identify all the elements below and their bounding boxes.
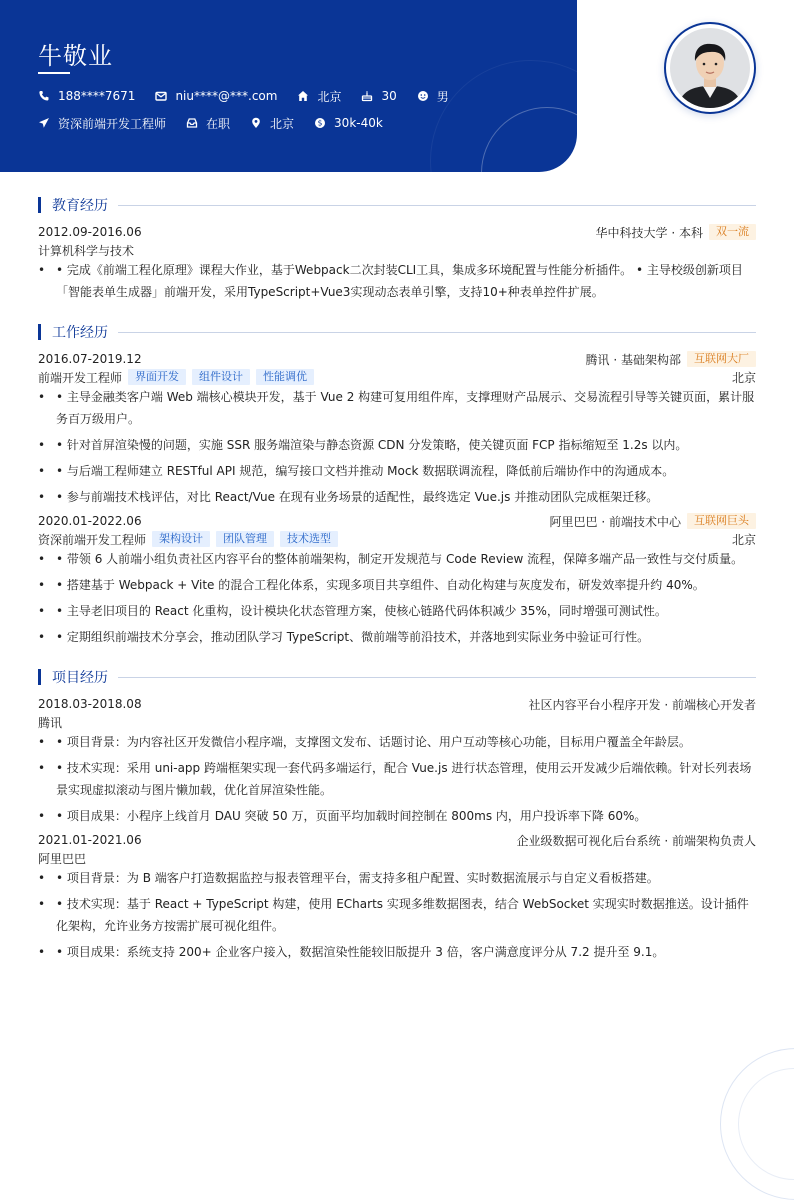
bullet-dot: • xyxy=(38,630,46,644)
project-section-title xyxy=(38,668,756,686)
age-info xyxy=(361,89,396,103)
bullet-dot: • xyxy=(38,390,46,404)
work-company: 阿里巴巴 · 前端技术中心 xyxy=(549,514,681,529)
job-intention-row xyxy=(38,114,403,132)
work-bullet xyxy=(38,548,756,570)
email-info xyxy=(155,89,277,103)
education-major-row xyxy=(38,241,756,259)
phone-icon xyxy=(38,90,50,102)
bullet-text: • 主导金融类客户端 Web 端核心模块开发，基于 Vue 2 构建可复用组件库，支撑理财产品展示、交易流程引导等关键页面，累计服务百万级用户。 xyxy=(56,390,755,426)
section-bar xyxy=(38,669,41,685)
contact-row xyxy=(38,87,469,105)
avatar xyxy=(664,22,756,114)
work-bullet xyxy=(38,460,756,482)
work-role-row xyxy=(38,368,756,386)
section-bar xyxy=(38,197,41,213)
work-role: 前端开发工程师 xyxy=(38,370,123,385)
work-period: 2020.01-2022.06 xyxy=(38,514,142,528)
age-text: 30 xyxy=(381,89,397,103)
work-bullet xyxy=(38,486,756,508)
bullet-dot: • xyxy=(38,438,46,452)
status-info xyxy=(186,115,230,132)
bullet-dot: • xyxy=(38,490,46,504)
salary-text: 30k-40k xyxy=(334,116,383,130)
bullet-text: • 项目背景：为内容社区开发微信小程序端，支撑图文发布、话题讨论、用户互动等核心功能，目标用户覆盖全年龄层。 xyxy=(56,735,691,749)
gender-icon xyxy=(417,90,429,102)
project-period: 2018.03-2018.08 xyxy=(38,697,142,711)
work-role: 资深前端开发工程师 xyxy=(38,532,147,547)
status-text: 在职 xyxy=(206,116,231,131)
target-city-info xyxy=(250,115,294,132)
bullet-text: • 搭建基于 Webpack + Vite 的混合工程化体系，实现多项目共享组件、自动化构建与灰度发布，研发效率提升约 40%。 xyxy=(56,578,705,592)
project-company: 腾讯 xyxy=(38,715,63,730)
education-major: 计算机科学与技术 xyxy=(38,243,135,258)
gender-text: 男 xyxy=(436,89,449,104)
work-bullet xyxy=(38,386,756,430)
project-period: 2021.01-2021.06 xyxy=(38,833,142,847)
work-role-row xyxy=(38,530,756,548)
hometown-info xyxy=(297,88,341,105)
mail-icon xyxy=(155,90,167,102)
avatar-photo xyxy=(670,28,750,108)
bullet-text: • 技术实现：基于 React + TypeScript 构建，使用 ECharts 实现多维数据图表，结合 WebSocket 实现实时数据推送。设计插件化架构，允许业务方按需扩展可视化组件。 xyxy=(56,897,749,933)
bullet-text: • 项目背景：为 B 端客户打造数据监控与报表管理平台，需支持多租户配置、实时数据流展示与自定义看板搭建。 xyxy=(56,871,659,885)
email-text: niu****@***.com xyxy=(175,89,278,103)
target-city-text: 北京 xyxy=(270,116,295,131)
bullet-dot: • xyxy=(38,871,46,885)
bullet-dot: • xyxy=(38,263,46,277)
target-job-text: 资深前端开发工程师 xyxy=(58,116,167,131)
education-bullet xyxy=(38,259,756,303)
section-divider xyxy=(118,332,756,333)
work-bullet xyxy=(38,600,756,622)
bullet-dot: • xyxy=(38,897,46,911)
target-job-info xyxy=(38,115,166,132)
project-bullet xyxy=(38,893,756,937)
project-header-row xyxy=(38,695,756,713)
work-header-row xyxy=(38,350,756,368)
project-bullet xyxy=(38,731,756,753)
section-bar xyxy=(38,324,41,340)
section-label: 教育经历 xyxy=(52,198,108,214)
bullet-text: • 定期组织前端技术分享会，推动团队学习 TypeScript、微前端等前沿技术，并落地到实际业务中验证可行性。 xyxy=(56,630,650,644)
work-header-row xyxy=(38,512,756,530)
bullet-text: • 项目成果：系统支持 200+ 企业客户接入，数据渲染性能较旧版提升 3 倍，客户满意度评分从 7.2 提升至 9.1。 xyxy=(56,945,665,959)
education-header-row xyxy=(38,223,756,241)
project-company-row xyxy=(38,849,756,867)
project-company-row xyxy=(38,713,756,731)
project-name: 社区内容平台小程序开发 · 前端核心开发者 xyxy=(528,697,756,712)
skill-tag: 性能调优 xyxy=(256,369,314,385)
project-bullet xyxy=(38,805,756,827)
project-bullet xyxy=(38,757,756,801)
header-banner xyxy=(0,0,577,172)
phone-text: 188****7671 xyxy=(58,89,136,103)
bullet-text: • 主导老旧项目的 React 化重构，设计模块化状态管理方案，使核心链路代码体积减少 35%，同时增强可测试性。 xyxy=(56,604,667,618)
work-section-title xyxy=(38,323,756,341)
cake-icon xyxy=(361,90,373,102)
education-section-title xyxy=(38,196,756,214)
work-city: 北京 xyxy=(731,532,756,547)
bullet-text: • 技术实现：采用 uni-app 跨端框架实现一套代码多端运行，配合 Vue.js 进行状态管理，使用云开发减少后端依赖。针对长列表场景实现虚拟滚动与图片懒加载，优化首屏渲染性能。 xyxy=(56,761,752,797)
section-divider xyxy=(118,677,756,678)
skill-tag: 技术选型 xyxy=(280,531,338,547)
project-bullet xyxy=(38,941,756,963)
work-city: 北京 xyxy=(731,370,756,385)
project-company: 阿里巴巴 xyxy=(38,851,87,866)
hometown-text: 北京 xyxy=(317,89,342,104)
skill-tag: 团队管理 xyxy=(216,531,274,547)
skill-tag: 组件设计 xyxy=(192,369,250,385)
svg-text:$: $ xyxy=(317,118,323,128)
location-icon xyxy=(250,117,262,129)
school-badge: 双一流 xyxy=(709,224,756,240)
bullet-text: • 针对首屏渲染慢的问题，实施 SSR 服务端渲染与静态资源 CDN 分发策略，使关键页面 FCP 指标缩短至 1.2s 以内。 xyxy=(56,438,688,452)
bullet-text: • 带领 6 人前端小组负责社区内容平台的整体前端架构，制定开发规范与 Code Review 流程，保障多端产品一致性与交付质量。 xyxy=(56,552,744,566)
bullet-dot: • xyxy=(38,945,46,959)
bullet-dot: • xyxy=(38,604,46,618)
section-divider xyxy=(118,205,756,206)
education-period: 2012.09-2016.06 xyxy=(38,225,142,239)
section-label: 工作经历 xyxy=(52,325,108,341)
bullet-dot: • xyxy=(38,464,46,478)
inbox-icon xyxy=(186,117,198,129)
education-school: 华中科技大学 · 本科 xyxy=(595,225,703,240)
skill-tag: 界面开发 xyxy=(128,369,186,385)
salary-info xyxy=(314,116,383,130)
phone-info xyxy=(38,89,135,103)
project-name: 企业级数据可视化后台系统 · 前端架构负责人 xyxy=(516,833,756,848)
home-icon xyxy=(297,90,309,102)
bullet-text: • 与后端工程师建立 RESTful API 规范，编写接口文档并推动 Mock 数据联调流程，降低前后端协作中的沟通成本。 xyxy=(56,464,675,478)
work-period: 2016.07-2019.12 xyxy=(38,352,142,366)
money-icon xyxy=(314,117,326,129)
project-header-row xyxy=(38,831,756,849)
section-label: 项目经历 xyxy=(52,670,108,686)
skill-tag: 架构设计 xyxy=(152,531,210,547)
project-bullet xyxy=(38,867,756,889)
work-company: 腾讯 · 基础架构部 xyxy=(585,352,681,367)
work-bullet xyxy=(38,626,756,648)
bullet-dot: • xyxy=(38,735,46,749)
send-icon xyxy=(38,117,50,129)
candidate-name: 牛敬业 xyxy=(38,42,113,70)
bullet-text: • 完成《前端工程化原理》课程大作业，基于Webpack二次封装CLI工具，集成多环境配置与性能分析插件。 • 主导校级创新项目「智能表单生成器」前端开发，采用TypeScript+Vue3实现动态表单引擎，支持10+种表单控件扩展。 xyxy=(56,263,743,299)
bullet-dot: • xyxy=(38,761,46,775)
work-bullet xyxy=(38,434,756,456)
bullet-dot: • xyxy=(38,578,46,592)
company-badge: 互联网大厂 xyxy=(687,351,756,367)
company-badge: 互联网巨头 xyxy=(687,513,756,529)
work-bullet xyxy=(38,574,756,596)
bullet-text: • 项目成果：小程序上线首月 DAU 突破 50 万，页面平均加载时间控制在 800ms 内，用户投诉率下降 60%。 xyxy=(56,809,647,823)
bullet-dot: • xyxy=(38,552,46,566)
gender-info xyxy=(417,88,449,105)
bullet-text: • 参与前端技术栈评估，对比 React/Vue 在现有业务场景的适配性，最终选定 Vue.js 并推动团队完成框架迁移。 xyxy=(56,490,659,504)
name-underline xyxy=(38,72,70,74)
bullet-dot: • xyxy=(38,809,46,823)
